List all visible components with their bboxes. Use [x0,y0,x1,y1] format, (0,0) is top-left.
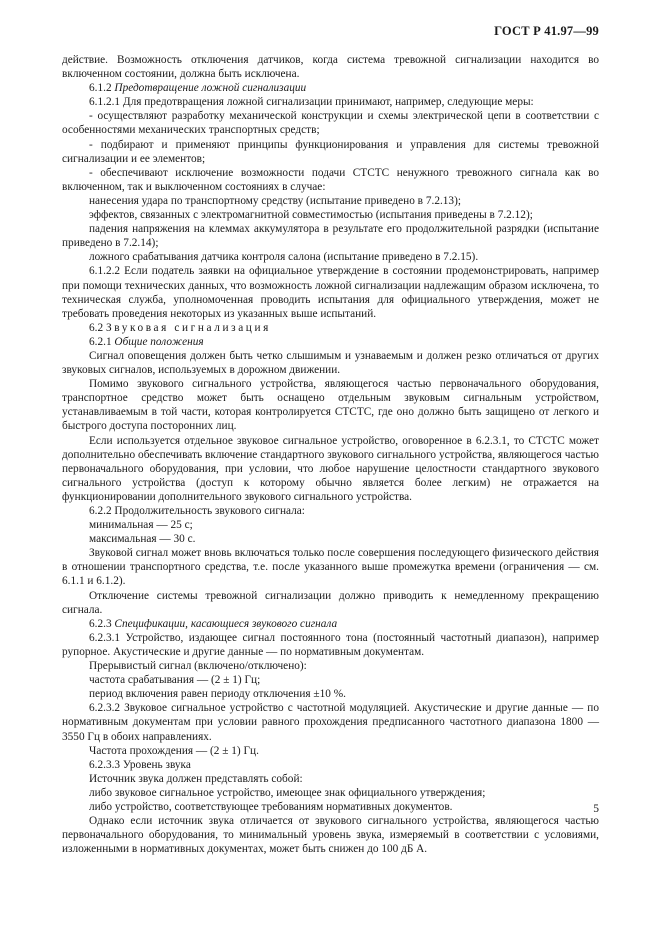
page-number: 5 [593,803,599,815]
paragraph: Отключение системы тревожной сигнализации должно приводить к немедленному прекращению сигнала. [62,589,599,616]
paragraph: 6.2.3.2 Звуковое сигнальное устройство с частотной модуляцией. Акустические и другие данные — по нормативным документам при условии равного прохождения предписанного частотного диапазона 1800 — 3550 Гц в обоих направлениях. [62,702,599,743]
section-number: 6.2 [89,321,104,334]
section-title: Звуковая сигнализация [105,321,271,334]
paragraph: Помимо звукового сигнального устройства, являющегося частью первоначального оборудования, транспортное средство может быть оснащено отдельным звуковым сигнальным устройством, устанавливаемым в той части, которая контролируется СТСТС, где оно должно быть защищено от легкого и быстрого доступа посторонних лиц. [62,378,599,433]
paragraph: Прерывистый сигнал (включено/отключено): [89,660,307,673]
paragraph: Частота прохождения — (2 ± 1) Гц. [89,744,259,757]
paragraph: Если используется отдельное звуковое сигнальное устройство, оговоренное в 6.2.3.1, то СТСТС может дополнительно обеспечивать включение стандартного звукового сигнального устройства, являющегося частью первоначального оборудования, при условии, что любое нарушение целостности стандартного звукового сигнального устройства (доступ к которому обычно является более легким) не отражается на функционировании дополнительного звукового сигнального устройства. [62,434,599,503]
paragraph: Сигнал оповещения должен быть четко слышимым и узнаваемым и должен резко отличаться от других звуковых сигналов, используемых в дорожном движении. [62,349,599,377]
section-title: Предотвращение ложной сигнализации [114,82,307,95]
paragraph: частота срабатывания — (2 ± 1) Гц; [89,674,261,687]
paragraph: 6.2.3.3 Уровень звука [89,758,191,771]
document-body [62,53,599,856]
paragraph: 6.1.2.2 Если податель заявки на официальное утверждение в состоянии продемонстрировать, например при помощи технических данных, что возможность ложной сигнализации надлежащим образом исключена, то техническая служба, уполномоченная проводить испытания для официального утверждения, может не требовать проведения некоторых из указанных выше испытаний. [62,265,599,320]
paragraph: минимальная — 25 с; [89,519,193,532]
paragraph: эффектов, связанных с электромагнитной совместимостью (испытания приведены в 7.2.12); [89,209,533,222]
section-title: Спецификации, касающиеся звукового сигнала [114,617,338,630]
section-title: Общие положения [114,335,204,348]
paragraph: либо устройство, соответствующее требованиям нормативных документов. [89,800,453,813]
section-number: 6.2.1 [89,335,112,348]
paragraph: действие. Возможность отключения датчиков, когда система тревожной сигнализации находится во включенном состоянии, должна быть исключена. [62,54,599,81]
paragraph: максимальная — 30 с. [89,533,196,546]
paragraph: Источник звука должен представлять собой: [89,772,303,785]
paragraph: либо звуковое сигнальное устройство, имеющее знак официального утверждения; [89,786,486,799]
standard-header: ГОСТ Р 41.97—99 [494,24,599,38]
section-heading [62,81,599,95]
section-heading [62,321,599,335]
paragraph: ложного срабатывания датчика контроля салона (испытание приведено в 7.2.15). [89,251,479,264]
paragraph: 6.2.3.1 Устройство, издающее сигнал постоянного тона (постоянный частотный диапазон), например рупорное. Акустические и другие данные — по нормативным документам. [62,631,599,658]
paragraph: нанесения удара по транспортному средству (испытание приведено в 7.2.13); [89,194,461,207]
paragraph: период включения равен периоду отключения ±10 %. [89,688,346,701]
paragraph: 6.1.2.1 Для предотвращения ложной сигнализации принимают, например, следующие меры: [89,96,534,109]
paragraph: падения напряжения на клеммах аккумулятора в результате его продолжительной разрядки (испытание приведено в 7.2.14); [62,223,599,250]
section-number: 6.1.2 [89,82,112,95]
section-heading [62,335,599,349]
paragraph: - осуществляют разработку механической конструкции и схемы электрической цепи в соответствии с особенностями механических транспортных средств; [62,110,599,137]
paragraph: - обеспечивают исключение возможности подачи СТСТС ненужного тревожного сигнала как во включенном, так и выключенном состояниях в случае: [62,166,599,193]
paragraph: 6.2.2 Продолжительность звукового сигнала: [89,505,305,517]
paragraph: Звуковой сигнал может вновь включаться только после совершения последующего физического действия в отношении транспортного средства, т.е. после указанного выше промежутка времени (ограничения — см. 6.1.1 и 6.1.2). [62,547,599,588]
section-heading [62,617,599,631]
paragraph: - подбирают и применяют принципы функционирования и управления для системы тревожной сигнализации и ее элементов; [62,138,599,165]
paragraph: Однако если источник звука отличается от звукового сигнального устройства, являющегося частью первоначального оборудования, то минимальный уровень звука, измеряемый в соответствии с условиями, изложенными в нормативных документах, может быть снижен до 100 дБ А. [62,815,599,856]
section-number: 6.2.3 [89,617,112,630]
